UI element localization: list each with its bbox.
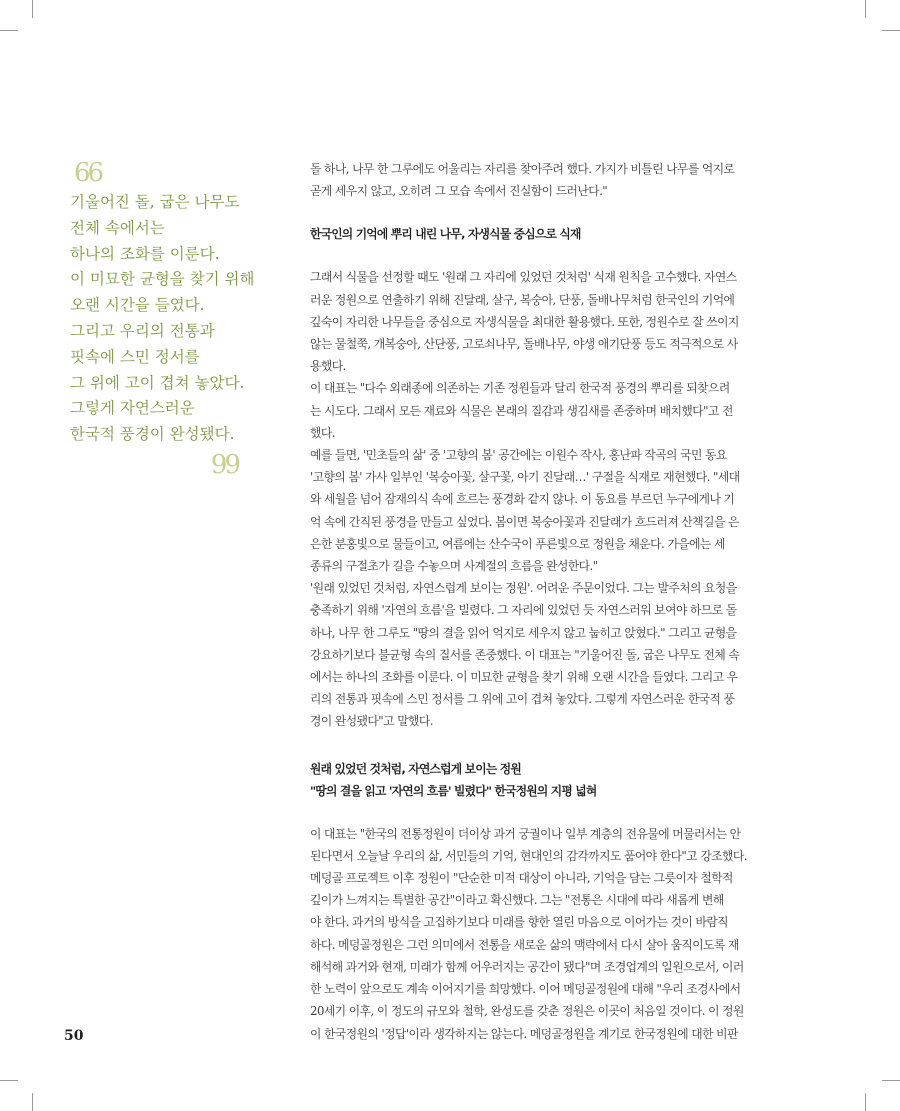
pull-quote-line: 한국적 풍경이 완성됐다. bbox=[70, 425, 235, 444]
body-line: '고향의 봄' 가사 일부인 '복숭아꽃, 살구꽃, 아기 진달래…' 구절을 식재로 재현했다. "세대 bbox=[310, 470, 740, 485]
body-line: 깊숙이 자리한 나무들을 중심으로 자생식물을 최대한 활용했다. 또한, 정원수로 잘 쓰이지 bbox=[310, 314, 739, 329]
body-line: 한 노력이 앞으로도 계속 이어지기를 희망했다. 이어 메덩골정원에 대해 "우리 조경사에서 bbox=[310, 982, 741, 997]
body-line: 억 속에 간직된 풍경을 만들고 싶었다. 봄이면 복숭아꽃과 진달래가 흐드러져 산책길을 은 bbox=[310, 514, 739, 529]
body-line: 이 대표는 "다수 외래종에 의존하는 기존 정원들과 달리 한국적 풍경의 뿌리를 되찾으려 bbox=[310, 381, 730, 396]
intro-paragraph bbox=[310, 158, 765, 202]
body-line: 이 대표는 "한국의 전통정원이 더이상 과거 궁궐이나 일부 계층의 전유물에 머물러서는 안 bbox=[310, 826, 741, 841]
page-number: 50 bbox=[64, 1028, 84, 1044]
body-line: 와 세월을 넘어 잠재의식 속에 흐르는 풍경화 같지 않나. 이 동요를 부르던 누구에게나 기 bbox=[310, 492, 735, 507]
body-line: 돌 하나, 나무 한 그루에도 어울리는 자리를 찾아주려 했다. 가지가 비틀린 나무를 억지로 bbox=[310, 162, 735, 176]
crop-mark-bottom-right-h bbox=[882, 1080, 900, 1081]
body-line: 이 한국정원의 '정답'이라 생각하지는 않는다. 메덩골정원을 계기로 한국정원에 대한 비판 bbox=[310, 1026, 738, 1041]
body-line: 예를 들면, '민초들의 삶' 중 '고향의 봄' 공간에는 이원수 작사, 홍난파 작곡의 국민 동요 bbox=[310, 448, 727, 463]
pull-quote-line: 하나의 조화를 이룬다. bbox=[70, 244, 220, 263]
body-line: 해석해 과거와 현재, 미래가 함께 어우러지는 공간이 됐다"며 조경업계의 일원으로서, 이러 bbox=[310, 959, 744, 974]
pull-quote-line: 기울어진 돌, 굽은 나무도 bbox=[70, 193, 240, 211]
section-heading: 한국인의 기억에 뿌리 내린 나무, 자생식물 중심으로 식재 bbox=[310, 227, 581, 242]
body-line: 않는 물철쭉, 개복숭아, 산단풍, 고로쇠나무, 돌배나무, 야생 애기단풍 등도 적극적으로 사 bbox=[310, 337, 738, 352]
body-line: 리의 전통과 핏속에 스민 정서를 그 위에 고이 겹쳐 놓았다. 그렇게 자연스러운 한국적 풍 bbox=[310, 692, 735, 707]
body-line: 강요하기보다 불균형 속의 질서를 존중했다. 이 대표는 "기울어진 돌, 굽은 나무도 전체 속 bbox=[310, 647, 740, 662]
body-line: '원래 있었던 것처럼, 자연스럽게 보이는 정원'. 어려운 주문이었다. 그는 발주처의 요청을 bbox=[310, 581, 737, 596]
section-2-body bbox=[310, 823, 765, 1045]
pull-quote-line: 오랜 시간을 들였다. bbox=[70, 296, 205, 315]
body-line: 된다면서 오늘날 우리의 삶, 서민들의 기억, 현대인의 감각까지도 품어야 한다"고 강조했다. bbox=[310, 848, 747, 863]
body-line: 그래서 식물을 선정할 때도 '원래 그 자리에 있었던 것처럼' 식재 원칙을 고수했다. 자연스 bbox=[310, 270, 737, 285]
body-line: 야 한다. 과거의 방식을 고집하기보다 미래를 향한 열린 마음으로 이어가는 것이 바람직 bbox=[310, 915, 729, 930]
crop-mark-top-right bbox=[865, 0, 866, 18]
pull-quote-line: 전체 속에서는 bbox=[70, 218, 165, 237]
body-line: 용했다. bbox=[310, 359, 346, 374]
crop-mark-top-left bbox=[32, 0, 33, 18]
body-line: 메덩골 프로젝트 이후 정원이 "단순한 미적 대상이 아니라, 기억을 담는 그릇이자 철학적 bbox=[310, 871, 733, 886]
body-line: 은한 분홍빛으로 물들이고, 여름에는 산수국이 푸른빛으로 정원을 채운다. 가을에는 세 bbox=[310, 536, 725, 551]
section-heading-line: 원래 있었던 것처럼, 자연스럽게 보이는 정원 bbox=[310, 761, 521, 776]
body-line: 20세기 이후, 이 정도의 규모와 철학, 완성도를 갖춘 정원은 이곳이 처음일 것이다. 이 정원 bbox=[310, 1004, 744, 1019]
crop-mark-top-right-h bbox=[882, 30, 900, 31]
body-line: 충족하기 위해 '자연의 흐름'을 빌렸다. 그 자리에 있었던 듯 자연스러워 보여야 하므로 돌 bbox=[310, 603, 737, 618]
crop-mark-bottom-left-h bbox=[0, 1080, 18, 1081]
body-line: 하다. 메덩골정원은 그런 의미에서 전통을 새로운 삶의 맥락에서 다시 살아 움직이도록 재 bbox=[310, 937, 739, 952]
body-line: 곧게 세우지 않고, 오히려 그 모습 속에서 진실함이 드러난다." bbox=[310, 184, 608, 199]
open-quote-mark: 66 bbox=[74, 158, 102, 188]
section-heading-line: "땅의 결을 읽고 '자연의 흐름' 빌렸다" 한국정원의 지평 넓혀 bbox=[310, 783, 597, 798]
section-1-body bbox=[310, 266, 765, 732]
body-line: 종류의 구절초가 길을 수놓으며 사계절의 흐름을 완성한다." bbox=[310, 559, 598, 574]
pull-quote-line: 이 미묘한 균형을 찾기 위해 bbox=[70, 270, 255, 289]
pull-quote bbox=[70, 158, 255, 480]
body-line: 하나, 나무 한 그루도 "땅의 결을 읽어 억지로 세우지 않고 눕히고 앉혔다." 그리고 균형을 bbox=[310, 625, 737, 640]
body-line: 경이 완성됐다"고 말했다. bbox=[310, 714, 433, 729]
crop-mark-bottom-right bbox=[865, 1093, 866, 1111]
body-line: 했다. bbox=[310, 425, 335, 440]
pull-quote-line: 핏속에 스민 정서를 bbox=[70, 347, 200, 366]
section-heading-2 bbox=[310, 759, 765, 801]
pull-quote-line: 그리고 우리의 전통과 bbox=[70, 321, 215, 340]
pull-quote-line: 그 위에 고이 겹쳐 놓았다. bbox=[70, 373, 245, 392]
body-line: 에서는 하나의 조화를 이룬다. 이 미묘한 균형을 찾기 위해 오랜 시간을 들였다. 그리고 우 bbox=[310, 670, 738, 685]
crop-mark-bottom-left bbox=[32, 1093, 33, 1111]
crop-mark-top-left-h bbox=[0, 30, 18, 31]
body-line: 깊이가 느껴지는 특별한 공간"이라고 확신했다. 그는 "전통은 시대에 따라 새롭게 변해 bbox=[310, 893, 724, 908]
pull-quote-text bbox=[70, 190, 255, 448]
article-body bbox=[310, 158, 765, 1045]
close-quote-mark: 99 bbox=[210, 449, 238, 480]
pull-quote-line: 그렇게 자연스러운 bbox=[70, 399, 195, 418]
body-line: 러운 정원으로 연출하기 위해 진달래, 살구, 복숭아, 단풍, 돌배나무처럼 한국인의 기억에 bbox=[310, 292, 735, 307]
body-line: 는 시도다. 그래서 모든 재료와 식물은 본래의 질감과 생김새를 존중하며 배치했다"고 전 bbox=[310, 403, 733, 418]
